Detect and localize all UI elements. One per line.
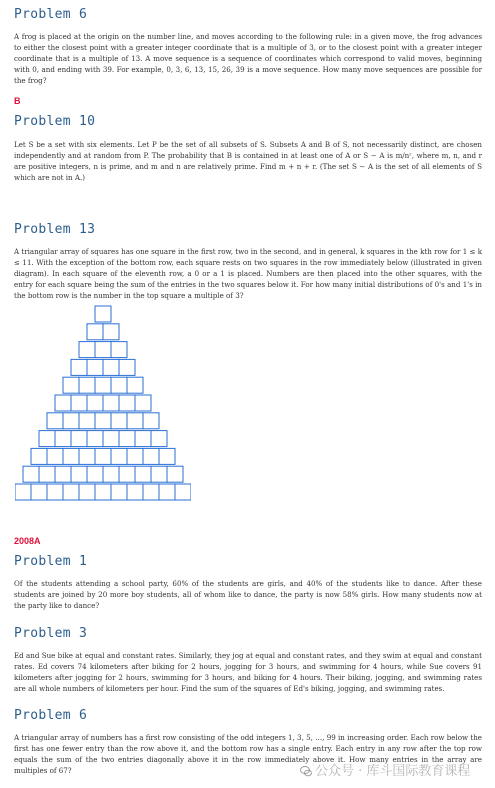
pyramid-square	[95, 377, 111, 393]
pyramid-square	[79, 484, 95, 500]
problem-10-title: Problem 10	[14, 114, 96, 129]
triangular-array-diagram	[15, 305, 191, 503]
pyramid-square	[47, 484, 63, 500]
pyramid-square	[103, 324, 119, 340]
pyramid-square	[87, 324, 103, 340]
problem-1-text: Of the students attending a school party, 60% of the students are girls, and 40% of the students like to dance. After these students are joined by 20 more boy students, all of whom like to dance, the party is now 58% girls. How many students now at the party like to dance?	[14, 579, 482, 610]
pyramid-square	[143, 413, 159, 429]
pyramid-square	[103, 466, 119, 482]
pyramid-square	[119, 359, 135, 375]
pyramid-square	[127, 448, 143, 464]
pyramid-square	[111, 448, 127, 464]
problem-6-text: A frog is placed at the origin on the number line, and moves according to the following rule: in a given move, the frog advances to either the closest point with a greater integer coordinate that is a multiple of 3, or to the closest point with a greater integer coordinate that is a multiple of 13. A move sequence is a sequence of coordinates which correspond to valid moves, beginning with 0, and ending with 39. For example, 0, 3, 6, 13, 15, 26, 39 is a move sequence. How many move sequences are possible for the frog?	[14, 32, 482, 85]
problem-3-title: Problem 3	[14, 626, 88, 641]
pyramid-square	[135, 466, 151, 482]
pyramid-square	[63, 413, 79, 429]
problem-6b-text: A triangular array of numbers has a first row consisting of the odd integers 1, 3, 5, …, 99 in increasing order. Each row below the first has one fewer entry than the row above it, and the bottom row has a single entry. Each entry in any row after the top row equals the sum of the two entries diagonally above it in the row immediately above it. How many entries in the array are multiples of 67?	[14, 733, 482, 775]
section-b-label: B	[14, 96, 21, 106]
pyramid-square	[31, 448, 47, 464]
pyramid-square	[95, 484, 111, 500]
pyramid-square	[71, 359, 87, 375]
pyramid-square	[175, 484, 191, 500]
problem-13-text: A triangular array of squares has one square in the first row, two in the second, and in general, k squares in the kth row for 1 ≤ k ≤ 11. With the exception of the bottom row, each square rests on two squares in the row immediately below (illustrated in given diagram). In each square of the eleventh row, a 0 or a 1 is placed. Numbers are then placed into the other squares, with the entry for each square being the sum of the entries in the two squares below it. For how many initial distributions of 0's and 1's in the bottom row is the number in the top square a multiple of 3?	[14, 247, 482, 300]
pyramid-square	[87, 466, 103, 482]
pyramid-square	[47, 413, 63, 429]
pyramid-square	[31, 484, 47, 500]
pyramid-square	[119, 395, 135, 411]
pyramid-square	[111, 413, 127, 429]
pyramid-square	[71, 395, 87, 411]
pyramid-square	[143, 448, 159, 464]
pyramid-square	[167, 466, 183, 482]
pyramid-square	[95, 448, 111, 464]
pyramid-square	[127, 484, 143, 500]
pyramid-square	[151, 431, 167, 447]
pyramid-square	[159, 448, 175, 464]
pyramid-square	[79, 342, 95, 358]
watermark-text: 公众号 · 库斗国际教育课程	[315, 764, 471, 779]
section-2008a-label: 2008A	[14, 536, 41, 546]
pyramid-square	[127, 377, 143, 393]
pyramid-square	[135, 395, 151, 411]
pyramid-square	[63, 448, 79, 464]
pyramid-square	[111, 377, 127, 393]
problem-6-title: Problem 6	[14, 7, 88, 22]
pyramid-square	[55, 431, 71, 447]
pyramid-square	[119, 466, 135, 482]
pyramid-square	[79, 377, 95, 393]
problem-1-title: Problem 1	[14, 554, 88, 569]
pyramid-square	[47, 448, 63, 464]
pyramid-square	[127, 413, 143, 429]
pyramid-square	[63, 484, 79, 500]
pyramid-square	[95, 306, 111, 322]
pyramid-square	[87, 395, 103, 411]
problem-6b-title: Problem 6	[14, 708, 88, 723]
pyramid-square	[55, 466, 71, 482]
problem-10-text: Let S be a set with six elements. Let P be the set of all subsets of S. Subsets A and B of S, not necessarily distinct, are chosen independently and at random from P. The probability that B is contained in at least one of A or S − A is m/nʳ, where m, n, and r are positive integers, n is prime, and m and n are relatively prime. Find m + n + r. (The set S − A is the set of all elements of S which are not in A.)	[14, 140, 482, 182]
pyramid-square	[55, 395, 71, 411]
pyramid-square	[103, 431, 119, 447]
pyramid-square	[151, 466, 167, 482]
pyramid-square	[135, 431, 151, 447]
pyramid-square	[15, 484, 31, 500]
pyramid-square	[95, 342, 111, 358]
pyramid-square	[111, 484, 127, 500]
pyramid-square	[63, 377, 79, 393]
pyramid-square	[119, 431, 135, 447]
problem-3-text: Ed and Sue bike at equal and constant rates. Similarly, they jog at equal and constant rates, and they swim at equal and constant rates. Ed covers 74 kilometers after biking for 2 hours, jogging for 3 hours, and swimming for 4 hours, while Sue covers 91 kilometers after jogging for 2 hours, swimming for 3 hours, and biking for 4 hours. Their biking, jogging, and swimming rates are all whole numbers of kilometers per hour. Find the sum of the squares of Ed's biking, jogging, and swimming rates.	[14, 651, 482, 693]
pyramid-square	[111, 342, 127, 358]
pyramid-square	[39, 431, 55, 447]
pyramid-square	[79, 448, 95, 464]
wechat-icon	[300, 765, 312, 777]
pyramid-square	[103, 359, 119, 375]
pyramid-square	[23, 466, 39, 482]
problem-13-title: Problem 13	[14, 222, 96, 237]
pyramid-square	[143, 484, 159, 500]
pyramid-square	[87, 359, 103, 375]
pyramid-square	[87, 431, 103, 447]
pyramid-square	[159, 484, 175, 500]
watermark	[300, 760, 470, 779]
pyramid-square	[95, 413, 111, 429]
pyramid-square	[71, 431, 87, 447]
pyramid-square	[39, 466, 55, 482]
pyramid-square	[79, 413, 95, 429]
pyramid-square	[103, 395, 119, 411]
pyramid-square	[71, 466, 87, 482]
